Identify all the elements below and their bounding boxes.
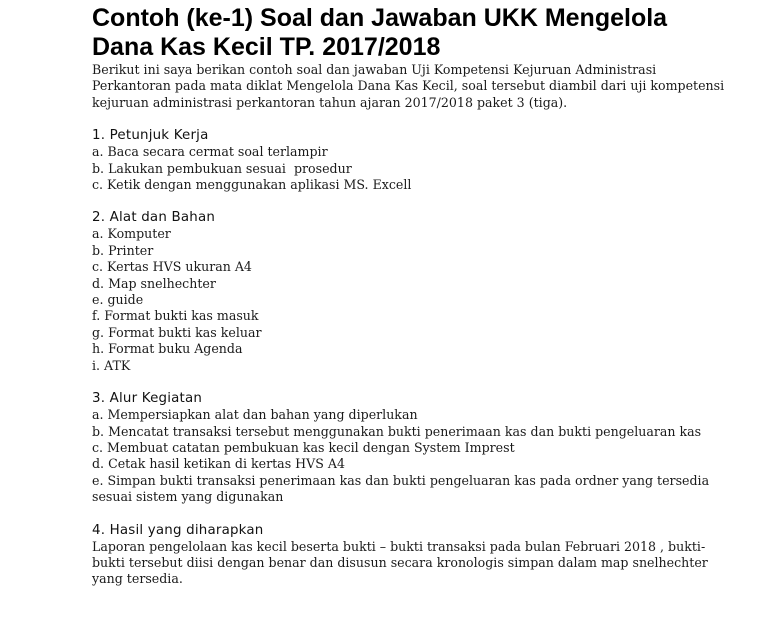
list-item: b. Lakukan pembukuan sesuai prosedur [92,160,352,176]
section-heading: 2. Alat dan Bahan [92,210,216,226]
list-item: f. Format bukti kas masuk [92,308,259,324]
list-item: b. Printer [92,242,154,258]
section-alat-dan-bahan [92,209,728,374]
list-item: b. Mencatat transaksi tersebut menggunakan bukti penerimaan kas dan bukti pengeluaran kas [92,423,702,439]
result-paragraph: Laporan pengelolaan kas kecil beserta bukti – bukti transaksi pada bulan Februari 2018 , bukti-bukti tersebut diisi dengan benar dan disusun secara kronologis simpan dalam map snelhechter yang tersedia. [92,538,712,587]
section-hasil-yang-diharapkan [92,522,728,588]
list-item: e. guide [92,292,144,308]
list-item: c. Ketik dengan menggunakan aplikasi MS. Excell [92,177,412,193]
list-item: d. Map snelhechter [92,275,216,291]
section-heading: 3. Alur Kegiatan [92,391,203,407]
list-item: i. ATK [92,357,131,373]
list-item: a. Komputer [92,226,171,242]
intro-paragraph: Berikut ini saya berikan contoh soal dan jawaban Uji Kompetensi Kejuruan Administrasi Perkantoran pada mata diklat Mengelola Dana Kas Kecil, soal tersebut diambil dari uji kompetensi kejuruan administrasi perkantoran tahun ajaran 2017/2018 paket 3 (tiga). [92,62,725,110]
section-alur-kegiatan [92,390,728,505]
list-item: d. Cetak hasil ketikan di kertas HVS A4 [92,456,345,472]
section-heading: 1. Petunjuk Kerja [92,128,209,144]
list-item: a. Baca secara cermat soal terlampir [92,144,328,160]
list-item: e. Simpan bukti transaksi penerimaan kas dan bukti pengeluaran kas pada ordner yang tersedia sesuai sistem yang digunakan [92,472,714,505]
section-heading: 4. Hasil yang diharapkan [92,522,264,538]
list-item: g. Format bukti kas keluar [92,324,262,340]
page-title: Contoh (ke-1) Soal dan Jawaban UKK Mengelola Dana Kas Kecil TP. 2017/2018 [92,4,668,61]
list-item: c. Membuat catatan pembukuan kas kecil dengan System Imprest [92,439,515,455]
section-petunjuk-kerja [92,127,728,193]
list-item: c. Kertas HVS ukuran A4 [92,259,252,275]
list-item: a. Mempersiapkan alat dan bahan yang diperlukan [92,407,418,423]
list-item: h. Format buku Agenda [92,341,243,357]
